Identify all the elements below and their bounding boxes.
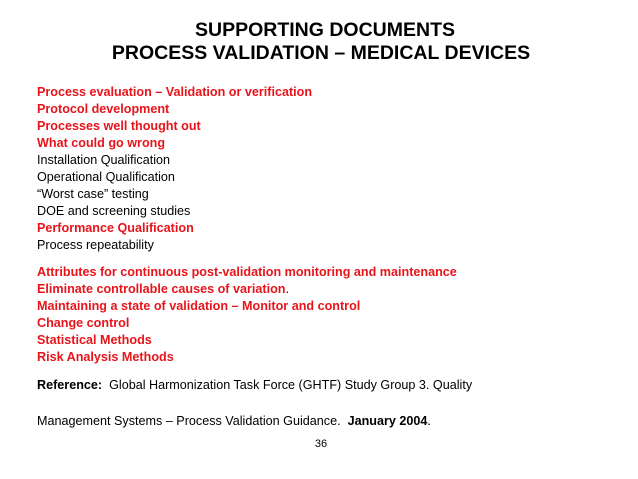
list-item-text: Risk Analysis Methods xyxy=(37,350,174,364)
slide-title-line-1: SUPPORTING DOCUMENTS xyxy=(194,19,455,41)
validation-topics-list xyxy=(37,84,312,254)
reference-text: Global Harmonization Task Force (GHTF) Study Group 3. Quality xyxy=(109,378,473,392)
list-item-text: Protocol development xyxy=(37,102,170,116)
list-item xyxy=(37,101,312,118)
list-item xyxy=(37,135,312,152)
list-item xyxy=(37,349,457,366)
list-item-text: Eliminate controllable causes of variation xyxy=(37,282,286,296)
reference-line-1 xyxy=(37,377,472,394)
list-item-text: Change control xyxy=(37,316,130,330)
list-item-text: “Worst case” testing xyxy=(37,187,149,201)
list-item xyxy=(37,186,312,203)
slide-title-line-2: PROCESS VALIDATION – MEDICAL DEVICES xyxy=(111,42,531,64)
list-item-text: Process repeatability xyxy=(37,238,154,252)
reference-end: . xyxy=(427,414,431,428)
list-item xyxy=(37,332,457,349)
list-item-text: What could go wrong xyxy=(37,136,166,150)
page-number: 36 xyxy=(314,438,328,450)
reference-label: Reference: xyxy=(37,378,103,392)
list-item-text: Statistical Methods xyxy=(37,333,152,347)
reference-line-2 xyxy=(37,413,431,430)
list-item-text: DOE and screening studies xyxy=(37,204,191,218)
list-item-text: Performance Qualification xyxy=(37,221,194,235)
reference-text: Management Systems – Process Validation Guidance. xyxy=(37,414,341,428)
list-item-text: Maintaining a state of validation – Monitor and control xyxy=(37,299,361,313)
monitoring-topics-list xyxy=(37,264,457,366)
list-item-text: Operational Qualification xyxy=(37,170,175,184)
list-item xyxy=(37,281,457,298)
list-item xyxy=(37,315,457,332)
list-item xyxy=(37,264,457,281)
list-item-text: Installation Qualification xyxy=(37,153,171,167)
list-item xyxy=(37,237,312,254)
list-item-suffix: . xyxy=(285,282,289,296)
list-item xyxy=(37,220,312,237)
list-item xyxy=(37,298,457,315)
reference-date: January 2004 xyxy=(347,414,428,428)
list-item xyxy=(37,169,312,186)
list-item xyxy=(37,152,312,169)
list-item-text: Processes well thought out xyxy=(37,119,201,133)
list-item xyxy=(37,203,312,220)
list-item-text: Process evaluation – Validation or verification xyxy=(37,85,313,99)
list-item xyxy=(37,118,312,135)
list-item-text: Attributes for continuous post-validation monitoring and maintenance xyxy=(37,265,457,279)
list-item xyxy=(37,84,312,101)
